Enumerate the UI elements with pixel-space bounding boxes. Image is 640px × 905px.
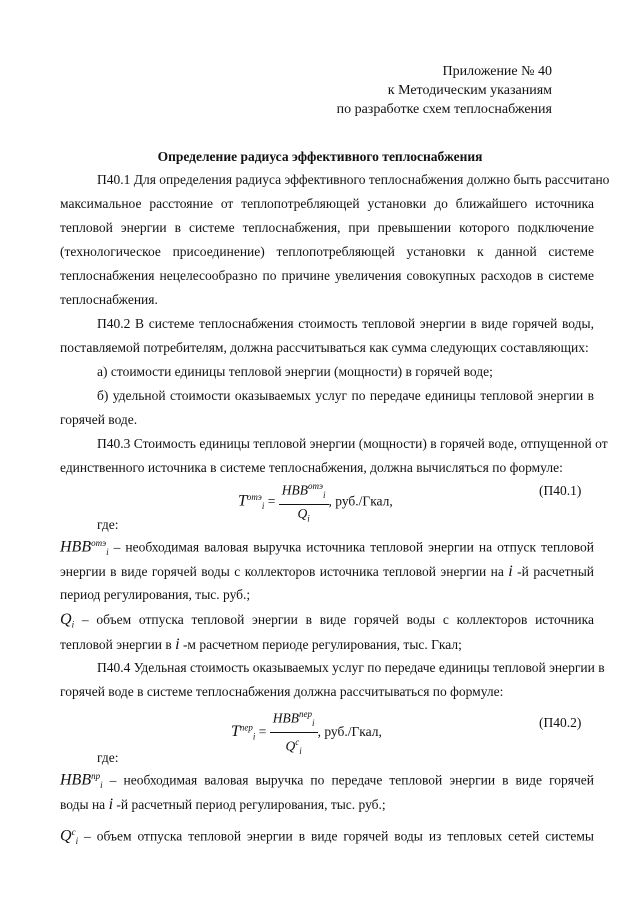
def3-symbol: HBB [60,771,92,789]
appendix-header [337,62,552,119]
formula2-lhs: T [231,722,240,740]
formula2-num-sub: i [312,718,315,729]
formula1-den: Q [297,506,308,522]
def3-sup: пр [91,771,101,781]
formula2-den-sub: i [299,746,302,757]
p2-line-1: П40.2 В системе теплоснабжения стоимость тепловой энергии в виде горячей воды, [97,316,594,331]
p1-line-3: тепловой энергии в системе теплоснабжения, при превышении которого подключение [60,220,594,235]
formula1-num-sup: отэ [308,481,323,491]
formula1-den-sub: i [307,513,310,524]
p1-line-6: теплоснабжения. [60,292,158,307]
formula2-den-sup: c [295,737,300,748]
p3-line-2: единственного источника в системе теплоснабжения, должна вычисляться по формуле: [60,460,563,475]
formula2-unit: , руб./Гкал, [317,723,382,739]
def4-sub: i [75,836,79,847]
formula1-lhs: T [238,492,247,510]
def4-text-1: – объем отпуска тепловой энергии в виде горячей воды из тепловых сетей системы [78,828,594,844]
def1-text-1: – необходимая валовая выручка источника тепловой энергии на отпуск тепловой [108,539,594,555]
formula2-number: (П40.2) [539,715,582,730]
def1-text-2a: энергии в виде горячей воды с коллекторов источника тепловой энергии на [60,564,509,579]
def1-line-1 [60,538,594,557]
formula1-lhs-sub: i [261,501,265,512]
formula1-lhs-sup: отэ [246,492,262,503]
p3-line-1: П40.3 Стоимость единицы тепловой энергии (мощности) в горячей воде, отпущенной от [97,436,608,451]
def2-sub: i [71,619,75,630]
def2-line-2 [60,636,594,654]
formula2-num-sup: пер [299,709,313,719]
formula2-den: Q [285,738,296,754]
def3-text-2b: -й расчетный период регулирования, тыс. руб.; [113,797,386,812]
header-line-2: к Методическим указаниям [387,83,552,98]
formula1-fraction [279,477,329,528]
p1-line-4: (технологическое присоединение) теплопотребляющей установки к данной системе [60,244,594,259]
formula2-num: HBB [272,710,300,726]
def1-line-2 [60,563,594,581]
header-line-1: Приложение № 40 [442,64,552,79]
formula2-lhs-sub: i [252,731,256,742]
def2-line-1 [60,611,594,630]
p1-line-5: теплоснабжения нецелесообразно по причине увеличения совокупных расходов в системе [60,268,594,283]
item-b-line-2: горячей воде. [60,412,138,427]
def3-line-1 [60,771,594,790]
formula1-number: (П40.1) [539,483,582,498]
def3-text-1: – необходимая валовая выручка по передаче тепловой энергии в виде горячей [102,772,594,788]
def1-sup: отэ [91,538,107,548]
def4-symbol: Q [60,827,72,845]
def4-line-1 [60,827,594,846]
formula1-unit: , руб./Гкал, [328,493,393,509]
formula1-num-sub: i [322,490,326,501]
def1-sub: i [106,547,109,558]
formula-p40-2: $T^{пер}_i$ = $\frac{HBB^{пер}_i}{Q^c_i}$ , руб./Гкал, [231,705,382,760]
where-label-1: где: [97,517,119,532]
formula2-lhs-sup: пер [239,722,253,733]
def1-symbol: HBB [60,538,92,556]
formula-p40-1: $T^{отэ}_i$ = $\frac{HBB^{отэ}_i}{Q_i}$ , руб./Гкал, [238,477,393,528]
def3-text-2a: воды на [60,797,109,812]
section-title: Определение радиуса эффективного теплоснабжения [157,149,483,164]
def2-text-2a: тепловой энергии в [60,637,176,652]
p4-line-2: горячей воде в системе теплоснабжения должна рассчитываться по формуле: [60,684,504,699]
formula2-fraction [270,705,318,760]
def2-ivar: i [175,636,180,653]
def2-symbol: Q [60,611,72,628]
formula1-num: HBB [281,482,309,498]
item-b-line-1: б) удельной стоимости оказываемых услуг по передаче единицы тепловой энергии в [97,388,594,403]
where-label-2: где: [97,750,119,765]
p1-line-1: П40.1 Для определения радиуса эффективного теплоснабжения должно быть рассчитано [97,172,610,187]
def3-sub: i [100,780,103,791]
header-line-3: по разработке схем теплоснабжения [336,102,552,117]
def2-text-1: – объем отпуска тепловой энергии в виде горячей воды с коллекторов источника [74,612,594,627]
def1-ivar: i [508,563,513,580]
def1-text-2b: -й расчетный [512,564,594,579]
p2-line-2: поставляемой потребителям, должна рассчитываться как сумма следующих составляющих: [60,340,589,355]
def2-text-2b: -м расчетном периоде регулирования, тыс. Гкал; [179,637,462,652]
def3-ivar: i [108,796,114,813]
def4-sup: c [71,827,76,837]
p1-line-2: максимальное расстояние от теплопотребляющей установки до ближайшего источника [60,196,594,211]
p4-line-1: П40.4 Удельная стоимость оказываемых услуг по передаче единицы тепловой энергии в [97,660,605,675]
item-a: а) стоимости единицы тепловой энергии (мощности) в горячей воде; [97,364,493,379]
def3-line-2 [60,796,594,814]
def1-line-3: период регулирования, тыс. руб.; [60,587,251,602]
